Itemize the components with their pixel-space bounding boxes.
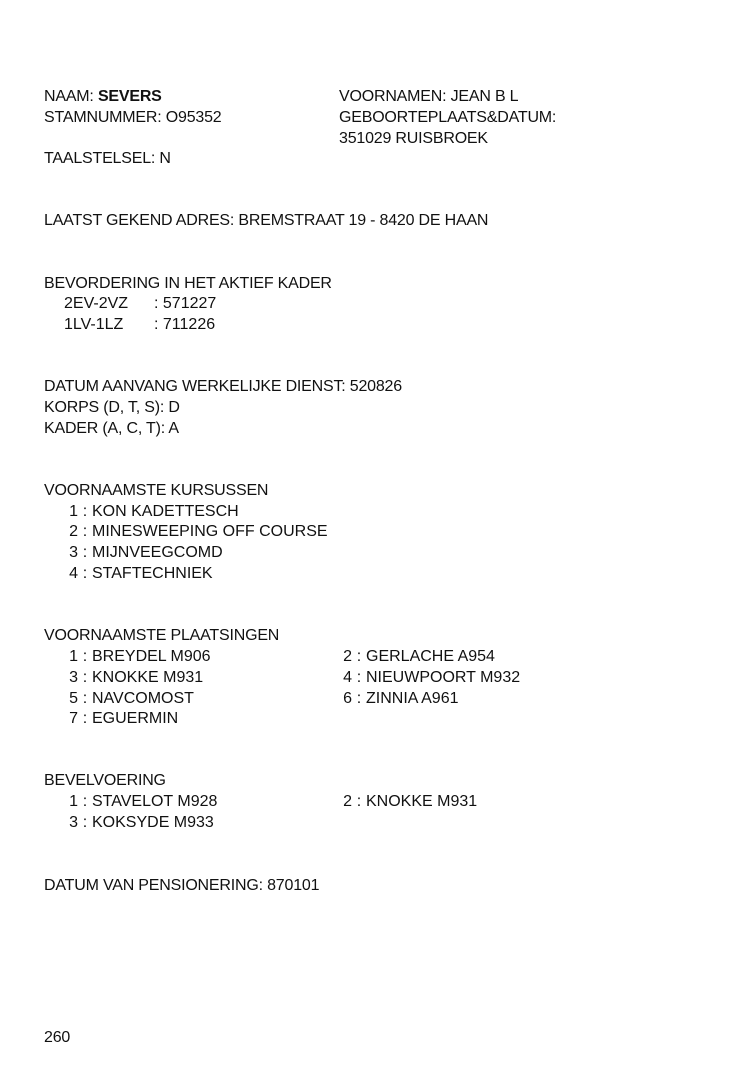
item-number: 2: [343, 648, 352, 665]
item-sep: :: [356, 669, 362, 686]
item-sep: :: [82, 523, 88, 540]
first-names-value: JEAN B L: [450, 88, 519, 105]
item-value: KNOKKE M931: [92, 669, 204, 686]
item-value: MINESWEEPING OFF COURSE: [92, 523, 328, 540]
item-number: 3: [69, 669, 78, 686]
item-sep: :: [82, 669, 88, 686]
item-value: GERLACHE A954: [366, 648, 495, 665]
promotion-sep: :: [154, 295, 159, 312]
promotion-row: [64, 294, 216, 314]
item-number: 2: [343, 793, 352, 810]
promotion-sep: :: [154, 316, 159, 333]
item-value: NAVCOMOST: [92, 690, 194, 707]
first-names-label: VOORNAMEN:: [339, 88, 447, 105]
item-sep: :: [356, 690, 362, 707]
name-line: [44, 87, 162, 107]
item-sep: :: [82, 710, 88, 727]
list-item: [60, 647, 211, 667]
list-item: [334, 792, 477, 812]
page-number: 260: [44, 1029, 71, 1046]
stamnummer-label: STAMNUMMER:: [44, 109, 162, 126]
item-number: 3: [69, 814, 78, 831]
name-value: SEVERS: [97, 88, 162, 105]
stamnummer-value: O95352: [165, 109, 222, 126]
item-value: BREYDEL M906: [92, 648, 211, 665]
postings-heading: VOORNAAMSTE PLAATSINGEN: [44, 627, 280, 644]
list-item: [334, 668, 520, 688]
promotion-date: 711226: [162, 316, 216, 333]
item-number: 1: [69, 793, 78, 810]
item-sep: :: [82, 690, 88, 707]
item-value: EGUERMIN: [92, 710, 179, 727]
item-value: MIJNVEEGCOMD: [92, 544, 223, 561]
item-number: 6: [343, 690, 352, 707]
item-sep: :: [356, 793, 362, 810]
language-value: N: [159, 150, 171, 167]
item-sep: :: [356, 648, 362, 665]
item-sep: :: [82, 648, 88, 665]
address-value: BREMSTRAAT 19 - 8420 DE HAAN: [238, 212, 489, 229]
item-number: 1: [69, 503, 78, 520]
list-item: [60, 543, 223, 563]
stamnummer-line: [44, 108, 222, 128]
item-number: 5: [69, 690, 78, 707]
list-item: [60, 792, 217, 812]
language-line: [44, 149, 171, 169]
item-value: STAFTECHNIEK: [92, 565, 213, 582]
corps-label: KORPS (D, T, S):: [44, 399, 165, 416]
pension-line: [44, 876, 319, 896]
name-label: NAAM:: [44, 88, 94, 105]
item-number: 3: [69, 544, 78, 561]
pension-label: DATUM VAN PENSIONERING:: [44, 877, 263, 894]
list-item: [334, 689, 459, 709]
cadre-label: KADER (A, C, T):: [44, 420, 165, 437]
promotion-heading: BEVORDERING IN HET AKTIEF KADER: [44, 275, 332, 292]
list-item: [60, 502, 239, 522]
item-sep: :: [82, 544, 88, 561]
item-sep: :: [82, 565, 88, 582]
promotion-code: 1LV-1LZ: [64, 316, 124, 333]
item-sep: :: [82, 503, 88, 520]
item-number: 4: [343, 669, 352, 686]
item-number: 2: [69, 523, 78, 540]
corps-value: D: [168, 399, 180, 416]
promotion-row: [64, 315, 215, 335]
item-value: ZINNIA A961: [366, 690, 459, 707]
language-label: TAALSTELSEL:: [44, 150, 156, 167]
cadre-line: [44, 419, 179, 439]
list-item: [60, 522, 328, 542]
item-value: KOKSYDE M933: [92, 814, 214, 831]
list-item: [60, 564, 213, 584]
item-sep: :: [82, 814, 88, 831]
item-number: 4: [69, 565, 78, 582]
promotion-date: 571227: [162, 295, 217, 312]
item-number: 7: [69, 710, 78, 727]
address-line: [44, 211, 488, 231]
item-value: KON KADETTESCH: [92, 503, 239, 520]
item-value: NIEUWPOORT M932: [366, 669, 521, 686]
first-names-line: [339, 87, 518, 107]
courses-heading: VOORNAAMSTE KURSUSSEN: [44, 482, 269, 499]
item-sep: :: [82, 793, 88, 810]
cadre-value: A: [168, 420, 179, 437]
item-value: STAVELOT M928: [92, 793, 218, 810]
service-start-value: 520826: [349, 378, 402, 395]
address-label: LAATST GEKEND ADRES:: [44, 212, 235, 229]
list-item: [60, 689, 194, 709]
item-value: KNOKKE M931: [366, 793, 478, 810]
list-item: [334, 647, 495, 667]
birth-label: GEBOORTEPLAATS&DATUM:: [339, 109, 557, 126]
list-item: [60, 813, 214, 833]
corps-line: [44, 398, 180, 418]
command-heading: BEVELVOERING: [44, 772, 166, 789]
list-item: [60, 709, 178, 729]
service-start-label: DATUM AANVANG WERKELIJKE DIENST:: [44, 378, 346, 395]
birth-value: 351029 RUISBROEK: [339, 130, 488, 147]
list-item: [60, 668, 203, 688]
promotion-code: 2EV-2VZ: [64, 295, 129, 312]
pension-value: 870101: [267, 877, 320, 894]
item-number: 1: [69, 648, 78, 665]
service-start-line: [44, 377, 402, 397]
